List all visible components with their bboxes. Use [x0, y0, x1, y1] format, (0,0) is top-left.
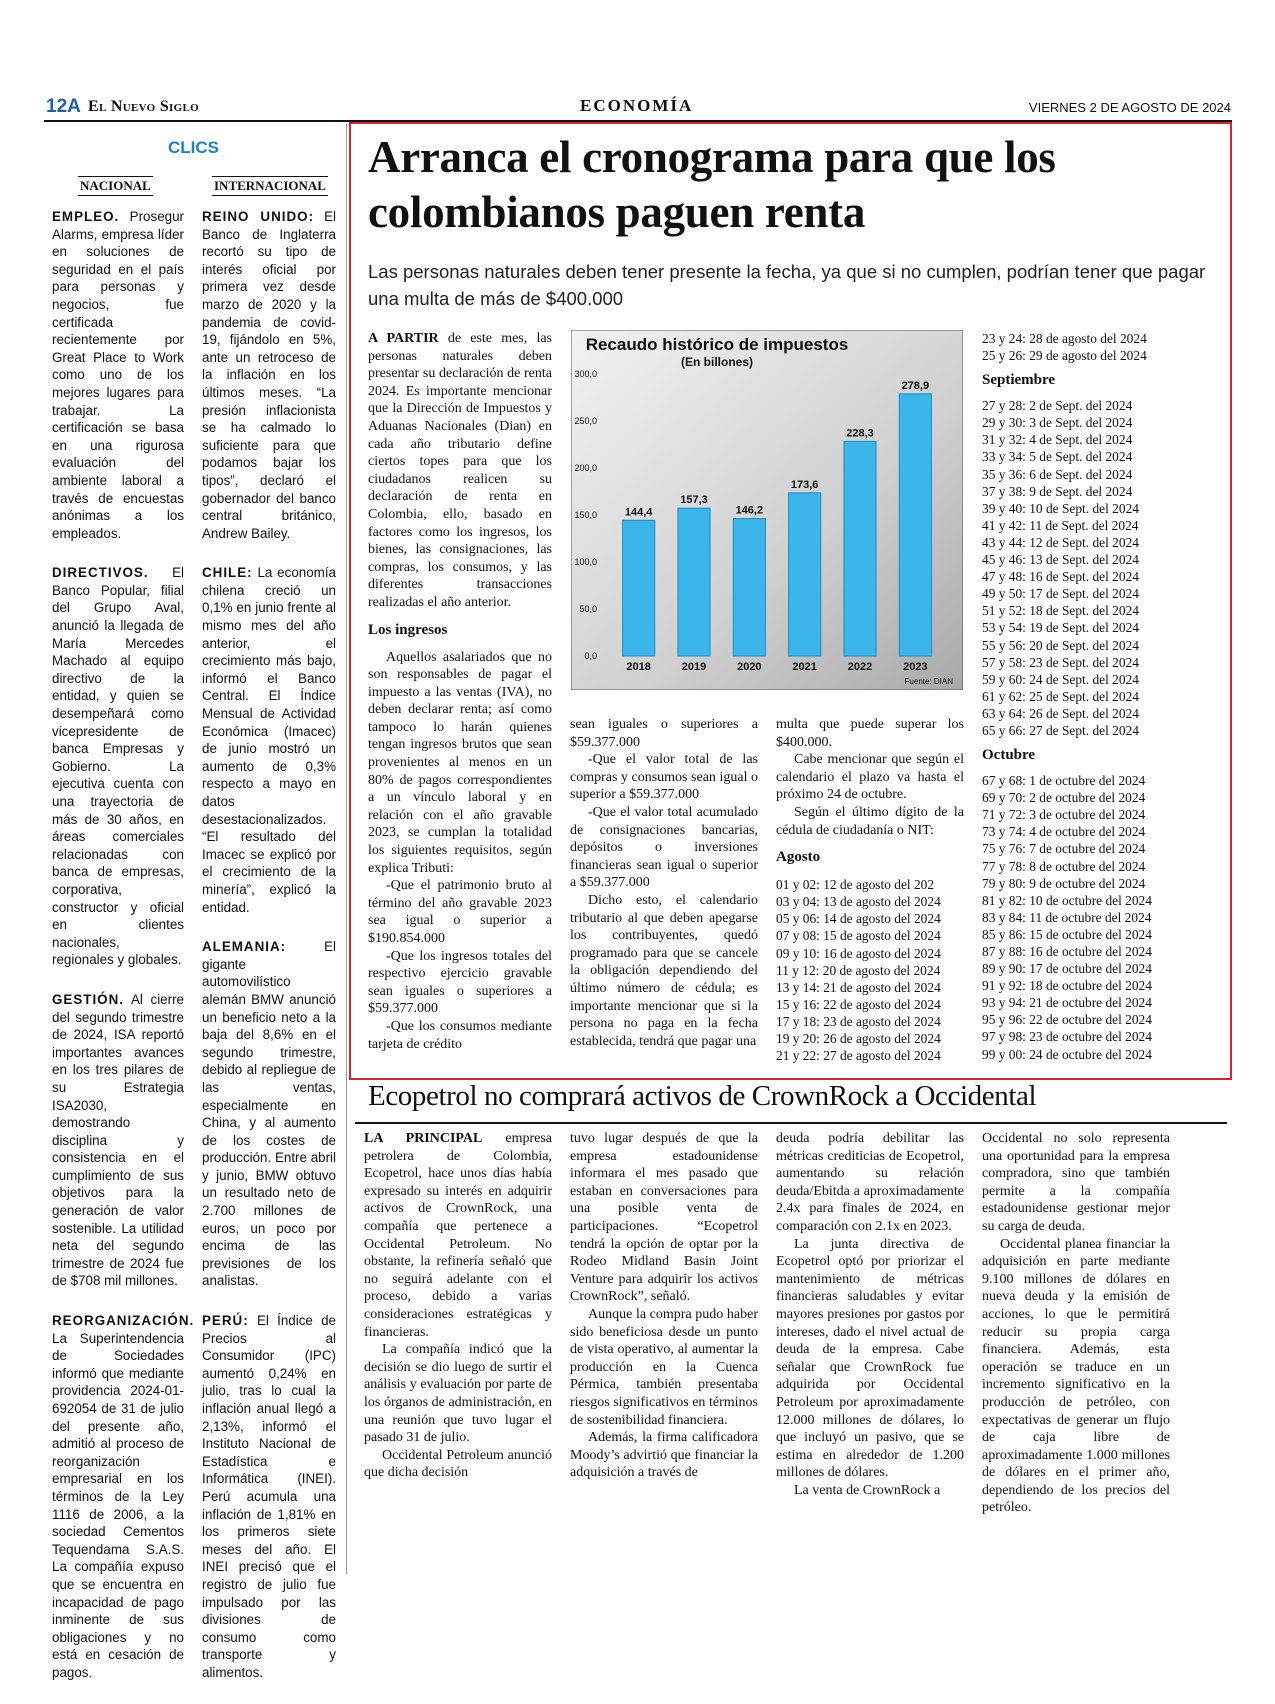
clics-item	[202, 938, 336, 1290]
schedule-entry: 81 y 82: 10 de octubre del 2024	[982, 892, 1152, 908]
agosto-heading: Agosto	[776, 849, 821, 866]
chart-y-tick-label: 0,0	[584, 651, 597, 661]
schedule-entry: 85 y 86: 15 de octubre del 2024	[982, 926, 1152, 942]
chart-y-tick-label: 100,0	[574, 557, 597, 567]
schedule-entry: 63 y 64: 26 de Sept. del 2024	[982, 705, 1139, 721]
article2-intro: empresa petrolera de Colombia, Ecopetrol, hace unos días había expresado su interés en adquirir activos de CrownRock, una compañía que pertenece a Occidental Petroleum. No obstante, la refinería señaló que no seguirá adelante con el proceso, debido a varias consideraciones estratégicas y financieras.	[364, 1131, 552, 1340]
chart-x-tick-label: 2023	[903, 661, 928, 673]
chart-data-label: 157,3	[680, 494, 708, 507]
schedule-entry: 45 y 46: 13 de Sept. del 2024	[982, 552, 1139, 568]
article-paragraph: -Que el valor total de las compras y consumos sean igual o superior a $59.377.000	[570, 752, 758, 803]
schedule-entry: 55 y 56: 20 de Sept. del 2024	[982, 637, 1139, 653]
schedule-entry: 67 y 68: 1 de octubre del 2024	[982, 773, 1146, 789]
chart-bar	[899, 394, 931, 656]
chart-data-label: 144,4	[624, 506, 653, 519]
schedule-entry: 95 y 96: 22 de octubre del 2024	[982, 1012, 1152, 1028]
national-heading: NACIONAL	[78, 176, 153, 196]
article2-column-3	[776, 1130, 964, 1499]
schedule-entry: 43 y 44: 12 de Sept. del 2024	[982, 534, 1139, 550]
clics-item-text: La Superintendencia de Sociedades informó que mediante providencia 2024-01-692054 de 31 de julio del presente año, admitió al proceso de reorganización empresarial en los términos de la Ley 1116 de 2006, a la sociedad Cementos Tequendama S.A.S. La compañía expuso que se encuentra en incapacidad de pago inminente de sus obligaciones y no está en cesación de pagos.	[52, 1330, 184, 1680]
septiembre-heading: Septiembre	[982, 372, 1056, 389]
article2-paragraph: Occidental no solo representa una oportunidad para la empresa compradora, sino que también permite a la compañía estadounidense gestionar mejor su carga de deuda.	[982, 1131, 1170, 1234]
clics-item-text: El Banco de Inglaterra recortó su tipo de interés oficial por primera vez desde marzo de 2020 y la pandemia de covid-19, fijándolo en 5%, ante un retroceso de la inflación en los últimos meses. “La presión inflacionista se ha calmado lo suficiente para que podamos bajar los tipos”, declaró el gobernador del banco central británico, Andrew Bailey.	[202, 209, 336, 541]
schedule-entry: 69 y 70: 2 de octubre del 2024	[982, 790, 1146, 806]
article2-paragraph: tuvo lugar después de que la empresa estadounidense informara el mes pasado que estaban en conversaciones para una posible venta de participaciones. “Ecopetrol tendrá la opción de optar por la Rodeo Midland Basin Joint Venture para adquirir los activos CrownRock”, señaló.	[570, 1131, 758, 1305]
chart-y-tick-label: 250,0	[574, 416, 597, 426]
article2-paragraph: La venta de CrownRock a	[794, 1482, 941, 1498]
clics-item	[52, 1312, 195, 1681]
chart-y-tick-label: 300,0	[574, 369, 597, 379]
schedule-entry: 91 y 92: 18 de octubre del 2024	[982, 978, 1152, 994]
schedule-entry: 39 y 40: 10 de Sept. del 2024	[982, 500, 1139, 516]
clics-item	[52, 208, 184, 542]
clics-item	[52, 564, 184, 969]
international-heading: INTERNACIONAL	[212, 176, 328, 196]
article2-paragraph: La compañía indicó que la decisión se dio luego de surtir el análisis y evaluación por parte de los órganos de administración, en una reunión que tuvo lugar el pasado 31 de julio.	[364, 1342, 552, 1446]
schedule-entry: 79 y 80: 9 de octubre del 2024	[982, 875, 1146, 891]
article-paragraph: sean iguales o superiores a $59.377.000	[570, 717, 758, 750]
article-lead: A PARTIR	[368, 331, 439, 346]
clics-item-lead: PERÚ:	[202, 1313, 249, 1329]
article-intro: de este mes, las personas naturales deben presentar su declaración de renta 2024. Es importante mencionar que la Dirección de Impuestos y Aduanas Nacionales (Dian) en cada año tributario define ciertos topes para que los ciudadanos realicen su declaración de renta en Colombia, ello, basado en factores como los ingresos, los bienes, las consignaciones, las compras, los consumos, y las diferentes transacciones realizadas el año anterior.	[368, 331, 552, 610]
chart-data-label: 278,9	[901, 379, 930, 392]
chart-x-tick-label: 2022	[847, 661, 873, 673]
schedule-entry: 07 y 08: 15 de agosto del 2024	[776, 928, 941, 944]
chart-y-tick-label: 150,0	[574, 510, 597, 520]
article2-column-4	[982, 1130, 1170, 1517]
octubre-schedule	[982, 772, 1172, 1063]
clics-item-text: La economía chilena creció un 0,1% en junio frente al mismo mes del año anterior, el crecimiento más bajo, informó el Banco Central. El Índice Mensual de Actividad Económica (Imacec) de junio mostró un aumento de 0,3% respecto a mayo en datos desestacionalizados. “El resultado del Imacec se explicó por el crecimiento de la minería”, explicó la entidad.	[202, 565, 336, 915]
international-column	[202, 208, 336, 1704]
schedule-entry: 49 y 50: 17 de Sept. del 2024	[982, 586, 1139, 602]
chart-x-tick-label: 2020	[737, 661, 762, 673]
schedule-entry: 25 y 26: 29 de agosto del 2024	[982, 348, 1147, 364]
chart-y-tick-label: 50,0	[579, 604, 597, 614]
clics-item-text: El Índice de Precios al Consumidor (IPC) aumentó 0,24% en julio, tras lo cual la inflación anual llegó a 2,13%, informó el Instituto Nacional de Estadística e Informática (INEI). Perú acumula una inflación de 1,81% en los primeros siete meses del año. El INEI precisó que el registro de julio fue impulsado por las divisiones de consumo como transporte y alimentos.	[202, 1313, 336, 1680]
article-paragraph: -Que los ingresos totales del respectivo ejercicio gravable sean iguales o superiores a $59.377.000	[368, 948, 552, 1017]
schedule-entry: 47 y 48: 16 de Sept. del 2024	[982, 569, 1139, 585]
schedule-entry: 41 y 42: 11 de Sept. del 2024	[982, 517, 1139, 533]
chart-data-label: 173,6	[790, 478, 819, 491]
article2-paragraph: Aunque la compra pudo haber sido beneficiosa desde un punto de vista operativo, al aumentar la producción en la Cuenca Pérmica, también presentaba riesgos significativos en términos de sostenibilidad financiera.	[570, 1306, 758, 1428]
tax-revenue-chart	[571, 330, 963, 690]
article2-paragraph: Occidental planea financiar la adquisición en parte mediante 9.100 millones de dólares en nueva deuda y la emisión de acciones, lo que le permitirá reducir su propia carga financiera. Además, esta operación se traduce en un incremento significativo en la producción de petróleo, con expectativas de generar un flujo de caja libre de aproximadamente 1.000 millones de dólares en el primer año, dependiendo de los precios del petróleo.	[982, 1236, 1170, 1516]
schedule-entry: 77 y 78: 8 de octubre del 2024	[982, 858, 1146, 874]
chart-bar	[623, 520, 655, 656]
section-title: ECONOMÍA	[580, 96, 694, 115]
article-paragraph: multa que puede superar los $400.000.	[776, 717, 964, 750]
schedule-entry: 29 y 30: 3 de Sept. del 2024	[982, 415, 1133, 431]
article2-rule	[355, 1122, 1227, 1124]
chart-y-tick-label: 200,0	[574, 463, 597, 473]
schedule-entry: 05 y 06: 14 de agosto del 2024	[776, 911, 941, 927]
chart-title: Recaudo histórico de impuestos	[585, 335, 849, 354]
article2-paragraph: Además, la firma calificadora Moody’s advirtió que financiar la adquisición a través de	[570, 1430, 758, 1481]
article-column-2	[570, 716, 758, 1050]
clics-item	[202, 1312, 336, 1681]
schedule-entry: 51 y 52: 18 de Sept. del 2024	[982, 603, 1139, 619]
schedule-entry: 03 y 04: 13 de agosto del 2024	[776, 894, 941, 910]
clics-item-text: Prosegur Alarms, empresa líder en soluciones de seguridad en el país para personas y negocios, fue certificada recientemente por Great Place to Work como uno de los mejores lugares para trabajar. La certificación se basa en una rigurosa evaluación del ambiente laboral a través de encuestas anónimas a los empleados.	[52, 209, 184, 541]
clics-item-lead: REINO UNIDO:	[202, 209, 315, 224]
article-column-1	[368, 330, 552, 1053]
septiembre-schedule	[982, 397, 1172, 739]
clics-item	[202, 208, 336, 542]
page-number: 12A	[46, 96, 81, 117]
article2-paragraph: La junta directiva de Ecopetrol optó por priorizar el mantenimiento de métricas financieras saludables y evitar mayores presiones por gastos por intereses, dado el nivel actual de deuda de la empresa. Cabe señalar que CrownRock fue adquirida por Occidental Petroleum por aproximadamente 12.000 millones de dólares, lo que incluyó un pasivo, que se estima en alrededor de 1.200 millones de dólares.	[776, 1236, 964, 1481]
schedule-entry: 27 y 28: 2 de Sept. del 2024	[982, 398, 1133, 414]
schedule-entry: 11 y 12: 20 de agosto del 2024	[776, 962, 941, 978]
schedule-column-4	[982, 330, 1172, 1063]
schedule-entry: 57 y 58: 23 de Sept. del 2024	[982, 654, 1139, 670]
article-paragraph: Cabe mencionar que según el calendario el plazo va hasta el próximo 24 de octubre.	[776, 752, 964, 803]
clics-item	[52, 991, 184, 1290]
article2-column-2	[570, 1130, 758, 1482]
article-paragraph: -Que el patrimonio bruto al término del año gravable 2023 sea igual o superior a $190.854.000	[368, 878, 552, 946]
chart-x-tick-label: 2021	[792, 661, 817, 673]
clics-item-text: El Banco Popular, filial del Grupo Aval, anunció la llegada de María Mercedes Machado al equipo directivo de la entidad, y quien se desempeñará como vicepresidente de banca Empresas y Gobierno. La ejecutiva cuenta con una trayectoria de más de 30 años, en áreas comerciales relacionadas con banca de empresas, corporativa, constructor y oficial en clientes nacionales, regionales y globales.	[52, 565, 184, 968]
octubre-heading: Octubre	[982, 747, 1036, 764]
schedule-entry: 31 y 32: 4 de Sept. del 2024	[982, 432, 1133, 448]
clics-item	[202, 564, 336, 916]
agosto-schedule-cont	[982, 330, 1172, 364]
chart-x-tick-label: 2018	[626, 661, 651, 673]
schedule-entry: 61 y 62: 25 de Sept. del 2024	[982, 688, 1139, 704]
article-paragraph: -Que los consumos mediante tarjeta de crédito	[368, 1018, 552, 1052]
schedule-entry: 99 y 00: 24 de octubre del 2024	[982, 1046, 1152, 1062]
schedule-entry: 21 y 22: 27 de agosto del 2024	[776, 1048, 941, 1064]
schedule-entry: 89 y 90: 17 de octubre del 2024	[982, 961, 1152, 977]
article-column-3	[776, 716, 964, 1064]
article-paragraph: Dicho esto, el calendario tributario al que deben apegarse los contribuyentes, quedó programado para que se cancele la obligación dependiendo del último número de cédula; es importante mencionar que si la persona no paga en la fecha establecida, tendrá que pagar una	[570, 892, 758, 1049]
article2-lead: LA PRINCIPAL	[364, 1131, 483, 1146]
agosto-schedule	[776, 876, 964, 1064]
clics-title: CLICS	[168, 138, 219, 157]
schedule-entry: 53 y 54: 19 de Sept. del 2024	[982, 620, 1139, 636]
clics-item-lead: GESTIÓN.	[52, 991, 124, 1007]
schedule-entry: 73 y 74: 4 de octubre del 2024	[982, 824, 1146, 840]
article-paragraph: -Que el valor total acumulado de consignaciones bancarias, depósitos o inversiones financieras sean igual o superior a $59.377.000	[570, 804, 758, 891]
chart-subtitle: (En billones)	[681, 355, 753, 369]
clics-item-lead: REORGANIZACIÓN.	[52, 1313, 195, 1329]
schedule-entry: 59 y 60: 24 de Sept. del 2024	[982, 671, 1139, 687]
schedule-entry: 65 y 66: 27 de Sept. del 2024	[982, 722, 1139, 738]
column-divider	[346, 124, 347, 1574]
article-deck: Las personas naturales deben tener presente la fecha, ya que si no cumplen, podrían tener que pagar una multa de más de $400.000	[368, 261, 1206, 309]
chart-bar	[678, 508, 710, 656]
schedule-entry: 01 y 02: 12 de agosto del 202	[776, 877, 935, 893]
schedule-entry: 33 y 34: 5 de Sept. del 2024	[982, 449, 1133, 465]
chart-bar	[844, 441, 876, 656]
schedule-entry: 19 y 20: 26 de agosto del 2024	[776, 1031, 941, 1046]
article2-paragraph: Occidental Petroleum anunció que dicha decisión	[364, 1447, 552, 1481]
schedule-entry: 93 y 94: 21 de octubre del 2024	[982, 995, 1152, 1011]
article-headline: Arranca el cronograma para que los colombianos paguen renta	[368, 132, 1056, 237]
clics-item-text: Al cierre del segundo trimestre de 2024, ISA reportó importantes avances en los tres pilares de su Estrategia ISA2030, demostrando disciplina y consistencia en el cumplimiento de sus objetivos para la generación de valor sostenible. La utilidad neta del segundo trimestre de 2024 fue de $708 mil millones.	[52, 991, 184, 1289]
article2-paragraph: deuda podría debilitar las métricas crediticias de Ecopetrol, aumentando su relación deuda/Ebitda a aproximadamente 2.4x para finales de 2024, en comparación con 2.1x en 2023.	[776, 1131, 964, 1234]
schedule-entry: 97 y 98: 23 de octubre del 2024	[982, 1029, 1152, 1045]
schedule-entry: 13 y 14: 21 de agosto del 2024	[776, 979, 941, 995]
article-subhead: Los ingresos	[368, 621, 448, 638]
clics-item-lead: ALEMANIA:	[202, 939, 287, 955]
newspaper-name: El Nuevo Siglo	[88, 98, 199, 115]
national-column	[52, 208, 195, 1704]
schedule-entry: 83 y 84: 11 de octubre del 2024	[982, 909, 1152, 925]
schedule-entry: 71 y 72: 3 de octubre del 2024	[982, 807, 1146, 823]
chart-bar	[733, 519, 765, 656]
schedule-entry: 17 y 18: 23 de agosto del 2024	[776, 1013, 941, 1029]
schedule-entry: 75 y 76: 7 de octubre del 2024	[982, 841, 1146, 857]
schedule-entry: 37 y 38: 9 de Sept. del 2024	[982, 483, 1133, 499]
chart-x-tick-label: 2019	[681, 661, 707, 673]
schedule-entry: 35 y 36: 6 de Sept. del 2024	[982, 466, 1133, 482]
clics-item-lead: DIRECTIVOS.	[52, 565, 149, 581]
clics-item-text: El gigante automovilístico alemán BMW anunció un beneficio neto a la baja del 8,6% en el segundo trimestre, debido al repliegue de las ventas, especialmente en China, y al aumento de los costes de producción. Entre abril y junio, BMW obtuvo un resultado neto de 2.700 millones de euros, un poco por encima de las previsiones de los analistas.	[202, 939, 336, 1289]
clics-item-lead: EMPLEO.	[52, 209, 120, 224]
issue-date: VIERNES 2 DE AGOSTO DE 2024	[1028, 100, 1231, 115]
chart-bar	[789, 493, 821, 656]
clics-item-lead: CHILE:	[202, 565, 253, 581]
chart-data-label: 228,3	[846, 427, 874, 440]
article-paragraph: Aquellos asalariados que no son responsables de pagar el impuesto a las ventas (IVA), no deben declarar renta; así como tampoco lo harán quienes tengan ingresos brutos que sean provenientes al menos en un 80% de pagos correspondientes a un vínculo laboral y en relación con el año gravable 2023, se cumplan la totalidad los siguientes requisitos, según explica Tributi:	[368, 649, 552, 876]
schedule-entry: 23 y 24: 28 de agosto del 2024	[982, 331, 1147, 346]
schedule-entry: 09 y 10: 16 de agosto del 2024	[776, 945, 941, 961]
article2-headline: Ecopetrol no comprará activos de CrownRock a Occidental	[368, 1080, 1037, 1112]
schedule-entry: 15 y 16: 22 de agosto del 2024	[776, 996, 941, 1012]
chart-data-label: 146,2	[735, 504, 764, 517]
article2-column-1	[364, 1130, 552, 1482]
article-paragraph: Según el último dígito de la cédula de ciudadanía o NIT:	[776, 804, 964, 838]
chart-source: Fuente: DIAN	[904, 677, 953, 686]
schedule-entry: 87 y 88: 16 de octubre del 2024	[982, 944, 1152, 959]
